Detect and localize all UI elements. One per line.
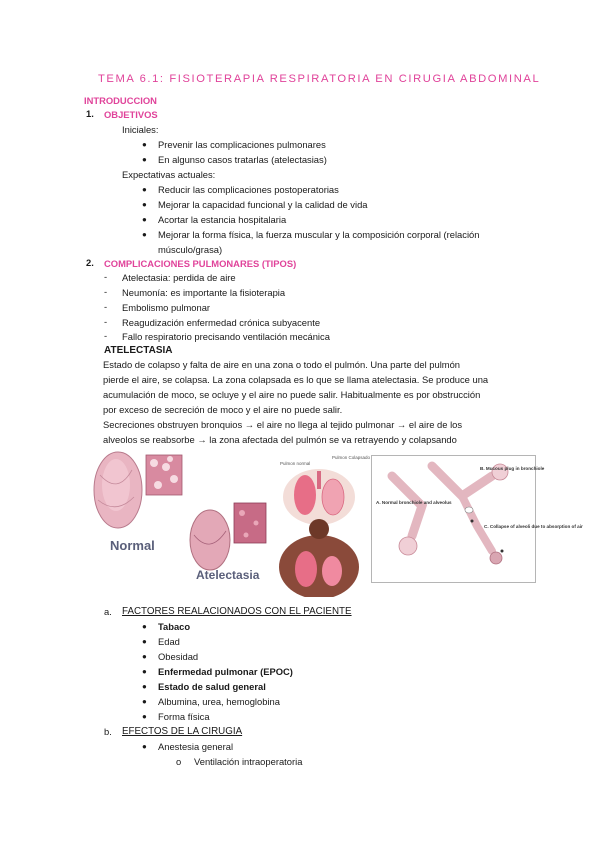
atelectasia-label: Atelectasia <box>196 568 260 582</box>
bullet-icon: ● <box>142 185 147 194</box>
complication-item: Embolismo pulmonar <box>122 302 211 313</box>
subsection-a-heading: FACTORES REALACIONADOS CON EL PACIENTE <box>122 606 352 617</box>
factor-item: Estado de salud general <box>158 681 266 692</box>
factor-item: Enfermedad pulmonar (EPOC) <box>158 666 293 677</box>
factor-item: Edad <box>158 636 180 647</box>
bullet-icon: ● <box>142 230 147 239</box>
paragraph-line: acumulación de moco, se ocluye y el aire no puede salir. Habitualmente es por obstrucción <box>103 389 481 400</box>
subitem-marker: o <box>176 756 182 767</box>
bullet-icon: ● <box>142 742 147 751</box>
document-title: TEMA 6.1: FISIOTERAPIA RESPIRATORIA EN CIRUGIA ABDOMINAL <box>98 73 541 85</box>
bullet-icon: ● <box>142 697 147 706</box>
collapse-label: C. Collapse of alveoli due to absorption of air <box>484 524 583 529</box>
expect-item: Reducir las complicaciones postoperatorias <box>158 184 339 195</box>
mucous-plug-label: B. Mucous plug in bronchiole <box>480 466 545 471</box>
dash-marker: - <box>104 330 108 341</box>
surgery-item: Anestesia general <box>158 741 234 752</box>
factor-item: Tabaco <box>158 621 191 632</box>
bullet-icon: ● <box>142 200 147 209</box>
dash-marker: - <box>104 271 108 282</box>
paragraph-line: por exceso de secreción de moco y el aire no puede salir. <box>103 404 343 415</box>
initial-item: Prevenir las complicaciones pulmonares <box>158 139 326 150</box>
atelectasia-paragraph <box>103 357 495 447</box>
atelectasia-heading: ATELECTASIA <box>104 345 173 356</box>
paragraph-line: Estado de colapso y falta de aire en una zona o todo el pulmón. Una parte del pulmón <box>103 359 461 370</box>
pulmon-colapsado-label: Pulmon Colapsado <box>332 455 371 460</box>
bullet-icon: ● <box>142 682 147 691</box>
complication-item: Atelectasia: perdida de aire <box>122 272 236 283</box>
complication-item: Fallo respiratorio precisando ventilación mecánica <box>122 331 330 342</box>
initial-label: Iniciales: <box>122 124 159 135</box>
subsection-b-letter: b. <box>104 726 112 737</box>
initial-item: En algunso casos tratarlas (atelectasias) <box>158 154 327 165</box>
bullet-icon: ● <box>142 652 147 661</box>
torso-illustration <box>274 447 371 597</box>
expect-item-continuation: músculo/grasa) <box>158 244 223 255</box>
expect-item: Acortar la estancia hospitalaria <box>158 214 287 225</box>
subsection-a-letter: a. <box>104 606 112 617</box>
normal-bronchiole-label: A. Normal bronchiole and alveolus <box>376 500 452 505</box>
section1-heading: OBJETIVOS <box>104 109 158 120</box>
bullet-icon: ● <box>142 637 147 646</box>
lung-illustration <box>88 445 270 585</box>
complication-item: Neumonía: es importante la fisioterapia <box>122 287 286 298</box>
surgery-subitem: Ventilación intraoperatoria <box>194 756 303 767</box>
lung-illustration-composite <box>88 445 270 585</box>
subsection-b-heading: EFECTOS DE LA CIRUGIA <box>122 726 243 737</box>
dash-marker: - <box>104 286 108 297</box>
complication-item: Reagudización enfermedad crónica subyacente <box>122 317 321 328</box>
intro-heading: INTRODUCCION <box>84 95 157 106</box>
bullet-icon: ● <box>142 215 147 224</box>
factor-item: Forma física <box>158 711 210 722</box>
dash-marker: - <box>104 316 108 327</box>
pulmon-normal-label: Pulmon normal <box>280 461 311 466</box>
section2-heading: COMPLICACIONES PULMONARES (TIPOS) <box>104 258 297 269</box>
bronchiole-diagram <box>371 455 583 583</box>
factor-item: Obesidad <box>158 651 199 662</box>
bullet-icon: ● <box>142 667 147 676</box>
paragraph-line: alveolos se reabsorbe → la zona afectada del pulmón se va retrayendo y colapsando <box>103 434 457 445</box>
dash-marker: - <box>104 301 108 312</box>
paragraph-line: pierde el aire, se colapsa. La zona colapsada es lo que se llama atelectasia. Se produce una <box>103 374 489 385</box>
normal-label: Normal <box>110 538 155 553</box>
bullet-icon: ● <box>142 712 147 721</box>
section1-number: 1. <box>86 108 94 119</box>
bullet-icon: ● <box>142 622 147 631</box>
factor-item: Albumina, urea, hemoglobina <box>158 696 280 707</box>
paragraph-line: Secreciones obstruyen bronquios → el aire no llega al tejido pulmonar → el aire de los <box>103 419 463 430</box>
section2-number: 2. <box>86 257 94 268</box>
bullet-icon: ● <box>142 140 147 149</box>
bullet-icon: ● <box>142 155 147 164</box>
expect-label: Expectativas actuales: <box>122 169 216 180</box>
expect-item: Mejorar la forma física, la fuerza muscular y la composición corporal (relación <box>158 229 480 240</box>
expect-item: Mejorar la capacidad funcional y la calidad de vida <box>158 199 368 210</box>
